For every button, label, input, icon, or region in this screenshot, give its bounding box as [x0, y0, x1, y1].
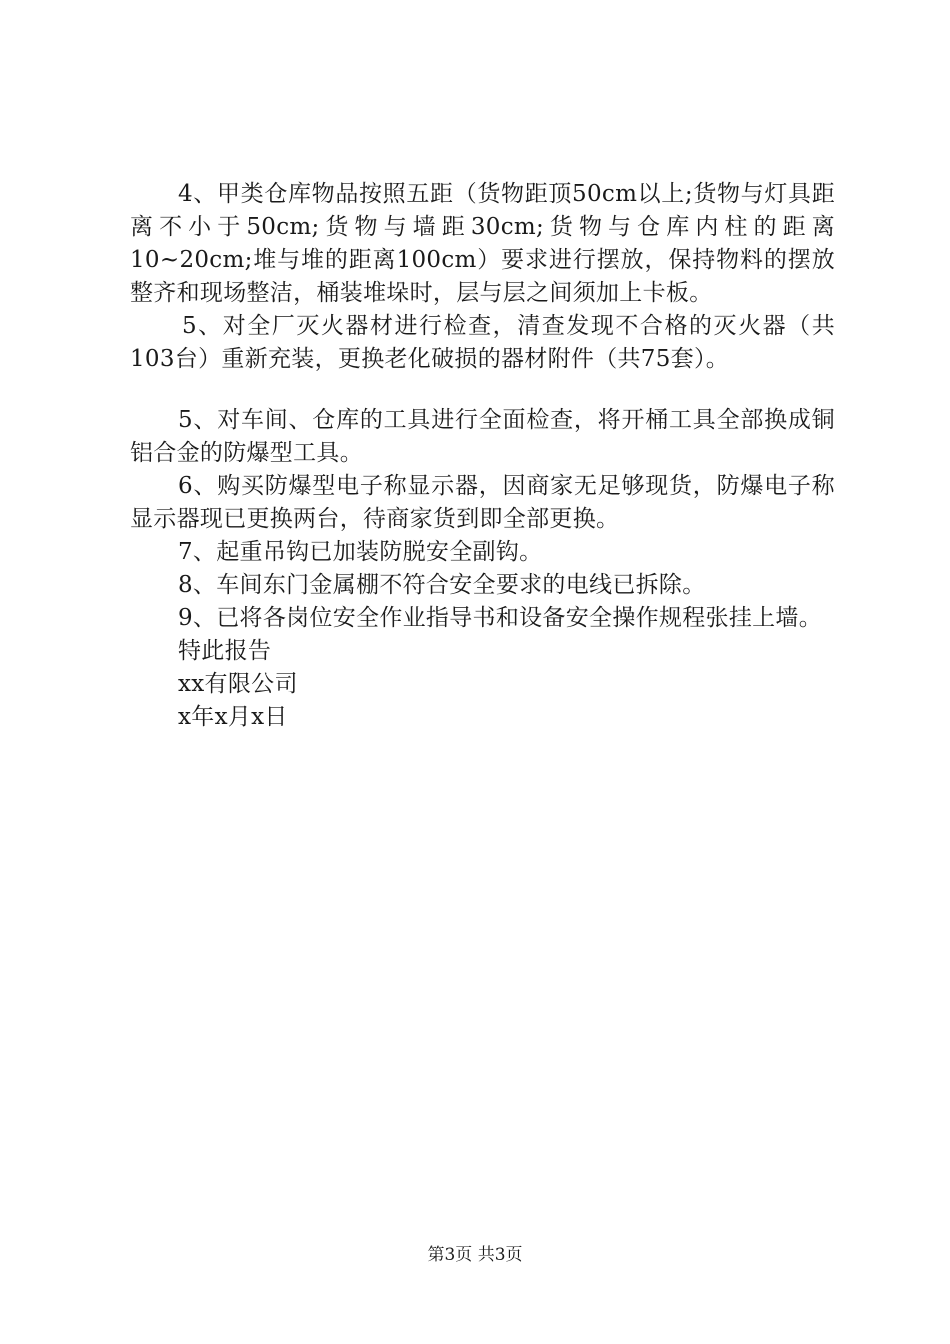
closing-statement: 特此报告 [178, 638, 272, 664]
report-body [130, 178, 835, 734]
page-footer: 第3页 共3页 [427, 1245, 523, 1265]
paragraph-item-9: 9、已将各岗位安全作业指导书和设备安全操作规程张挂上墙。 [178, 605, 823, 631]
paragraph-item-5-tools: 5、对车间、仓库的工具进行全面检查，将开桶工具全部换成铜铝合金的防爆型工具。 [130, 407, 835, 466]
company-name: xx有限公司 [178, 671, 298, 697]
paragraph-item-7: 7、起重吊钩已加装防脱安全副钩。 [178, 539, 543, 565]
paragraph-item-6: 6、购买防爆型电子称显示器，因商家无足够现货，防爆电子称显示器现已更换两台，待商家货到即全部更换。 [130, 473, 835, 532]
paragraph-item-8: 8、车间东门金属棚不符合安全要求的电线已拆除。 [178, 572, 706, 598]
report-date: x年x月x日 [178, 704, 288, 730]
paragraph-item-4: 4、甲类仓库物品按照五距（货物距顶50cm以上;货物与灯具距离不小于50cm;货物与墙距30cm;货物与仓库内柱的距离10~20cm;堆与堆的距离100cm）要求进行摆放，保持物料的摆放整齐和现场整洁，桶装堆垛时，层与层之间须加上卡板。 [130, 181, 835, 306]
paragraph-item-5-fire-equipment: 5、对全厂灭火器材进行检查，清查发现不合格的灭火器（共103台）重新充装，更换老化破损的器材附件（共75套）。 [130, 313, 835, 372]
